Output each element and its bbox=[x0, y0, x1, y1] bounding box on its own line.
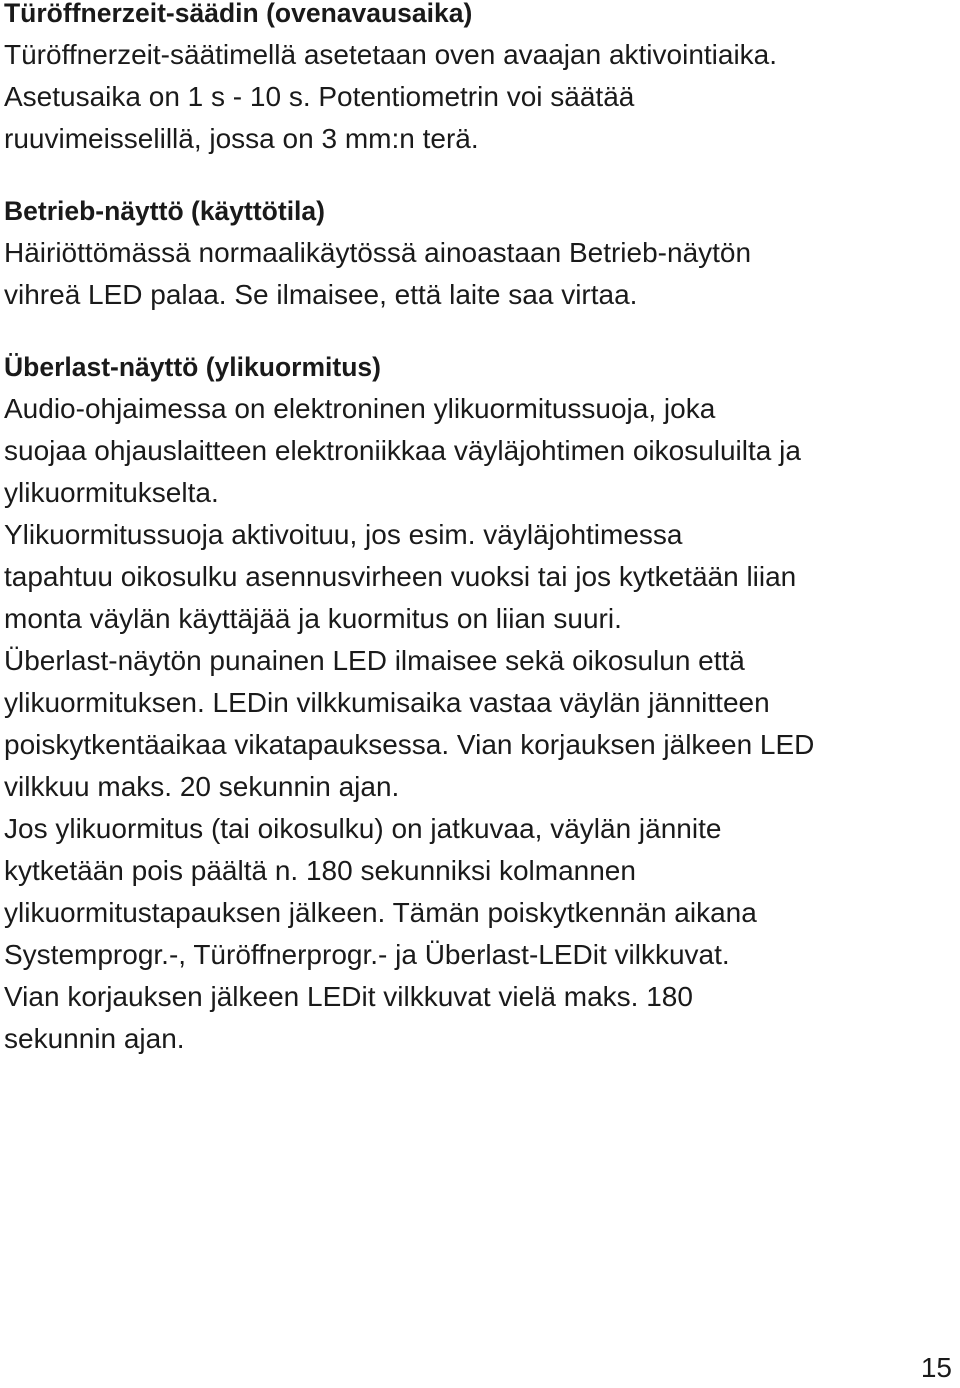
text-line: Asetusaika on 1 s - 10 s. Potentiometrin voi säätää bbox=[4, 81, 635, 112]
text-line: Türöffnerzeit-säätimellä asetetaan oven avaajan aktivointiaika. bbox=[4, 39, 778, 70]
section-operation-display bbox=[4, 190, 954, 316]
section-heading: Türöffnerzeit-säädin (ovenavausaika) bbox=[4, 0, 473, 28]
text-line: monta väylän käyttäjää ja kuormitus on liian suuri. bbox=[4, 603, 622, 634]
text-line: tapahtuu oikosulku asennusvirheen vuoksi tai jos kytketään liian bbox=[4, 561, 797, 592]
text-line: sekunnin ajan. bbox=[4, 1023, 185, 1054]
text-line: poiskytkentäaikaa vikatapauksessa. Vian korjauksen jälkeen LED bbox=[4, 729, 815, 760]
text-line: kytketään pois päältä n. 180 sekunniksi kolmannen bbox=[4, 855, 636, 886]
text-line: ylikuormitustapauksen jälkeen. Tämän poiskytkennän aikana bbox=[4, 897, 757, 928]
text-line: Audio-ohjaimessa on elektroninen ylikuormitussuoja, joka bbox=[4, 393, 716, 424]
section-heading: Überlast-näyttö (ylikuormitus) bbox=[4, 352, 381, 382]
text-line: Überlast-näytön punainen LED ilmaisee sekä oikosulun että bbox=[4, 645, 745, 676]
text-line: vihreä LED palaa. Se ilmaisee, että laite saa virtaa. bbox=[4, 279, 638, 310]
paragraph bbox=[4, 808, 954, 1060]
text-line: vilkkuu maks. 20 sekunnin ajan. bbox=[4, 771, 400, 802]
text-line: Vian korjauksen jälkeen LEDit vilkkuvat vielä maks. 180 bbox=[4, 981, 693, 1012]
paragraph bbox=[4, 514, 954, 640]
text-line: Systemprogr.-, Türöffnerprogr.- ja Überlast-LEDit vilkkuvat. bbox=[4, 939, 730, 970]
document-page bbox=[4, 0, 954, 1090]
text-line: Ylikuormitussuoja aktivoituu, jos esim. väyläjohtimessa bbox=[4, 519, 683, 550]
section-overload-display bbox=[4, 346, 954, 1060]
text-line: ylikuormitukselta. bbox=[4, 477, 219, 508]
text-line: suojaa ohjauslaitteen elektroniikkaa väyläjohtimen oikosuluilta ja bbox=[4, 435, 801, 466]
text-line: ylikuormituksen. LEDin vilkkumisaika vastaa väylän jännitteen bbox=[4, 687, 770, 718]
paragraph bbox=[4, 388, 954, 514]
section-heading: Betrieb-näyttö (käyttötila) bbox=[4, 196, 325, 226]
paragraph bbox=[4, 34, 954, 160]
paragraph bbox=[4, 232, 954, 316]
text-line: Häiriöttömässä normaalikäytössä ainoastaan Betrieb-näytön bbox=[4, 237, 752, 268]
text-line: ruuvimeisselillä, jossa on 3 mm:n terä. bbox=[4, 123, 479, 154]
section-door-opener-time bbox=[4, 0, 954, 160]
paragraph bbox=[4, 640, 954, 808]
text-line: Jos ylikuormitus (tai oikosulku) on jatkuvaa, väylän jännite bbox=[4, 813, 722, 844]
page-number: 15 bbox=[920, 1352, 952, 1383]
